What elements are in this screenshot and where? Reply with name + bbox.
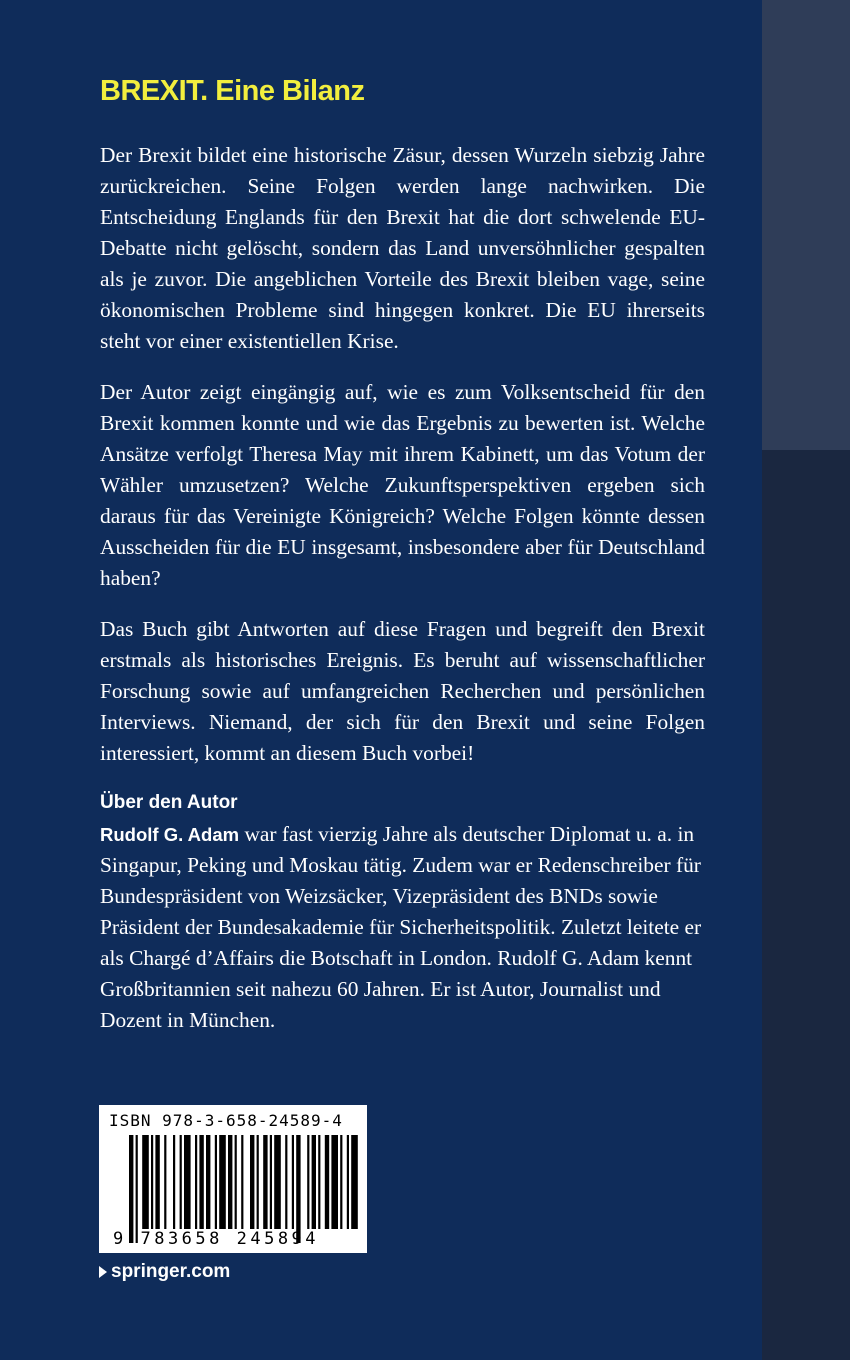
barcode-bar [307, 1135, 309, 1229]
barcode-bar [331, 1135, 338, 1229]
barcode-bar [351, 1135, 358, 1229]
publisher-link-text: springer.com [111, 1261, 231, 1282]
barcode-digits: 9 783658 245894 [113, 1229, 320, 1249]
barcode-bar [155, 1135, 159, 1229]
barcode-bar [164, 1135, 166, 1229]
barcode-bar [292, 1135, 294, 1229]
barcode-bar [347, 1135, 349, 1229]
barcode-bar [228, 1135, 232, 1229]
barcode-bar [173, 1135, 175, 1229]
isbn-barcode [99, 1105, 367, 1253]
barcode-bar [129, 1135, 133, 1243]
barcode-bar [180, 1135, 182, 1229]
barcode-bar [312, 1135, 316, 1229]
barcode-bar [318, 1135, 320, 1229]
barcode-bar [151, 1135, 153, 1229]
barcode-bar [274, 1135, 281, 1229]
barcode-bar [340, 1135, 342, 1229]
barcode-bar [199, 1135, 203, 1229]
barcode-bar [195, 1135, 197, 1229]
barcode-bar [250, 1135, 254, 1229]
barcode-bar [215, 1135, 217, 1229]
barcode-bar [263, 1135, 267, 1229]
isbn-label: ISBN 978-3-658-24589-4 [109, 1111, 343, 1130]
author-bio-text: war fast vierzig Jahre als deutscher Diplomat u. a. in Singapur, Peking und Moskau tätig. Zudem war er Redenschreiber für Bundespräsident von Weizsäcker, Vizepräsident des BNDs sowie Präsident der Bundesakademie für Sicherheitspolitik. Zuletzt leitete er als Chargé d’Affairs die Botschaft in London. Rudolf G. Adam kennt Großbritannien seit nahezu 60 Jahren. Er ist Autor, Journalist und Dozent in München. [100, 822, 702, 1032]
barcode-bar [270, 1135, 272, 1229]
spine-upper [762, 0, 850, 450]
barcode-bar [184, 1135, 191, 1229]
spine-lower [762, 450, 850, 1360]
barcode-bar [219, 1135, 226, 1229]
publisher-link[interactable] [99, 1261, 230, 1283]
author-bio [100, 819, 705, 1036]
barcode-bar [241, 1135, 243, 1229]
blurb [100, 140, 705, 1056]
barcode-bar [235, 1135, 237, 1229]
barcode-bar [296, 1135, 300, 1243]
blurb-paragraph-2: Der Autor zeigt eingängig auf, wie es zum Volksentscheid für den Brexit kommen konnte und wie das Ergebnis zu bewerten ist. Welche Ansätze verfolgt Theresa May mit ihrem Kabinett, um das Votum der Wähler umzusetzen? Welche Zukunftsperspektiven ergeben sich daraus für das Vereinigte Königreich? Welche Folgen könnte dessen Ausscheiden für die EU insgesamt, insbesondere aber für Deutschland haben? [100, 380, 705, 590]
barcode-bar [142, 1135, 149, 1229]
barcode-bar [136, 1135, 138, 1243]
book-title: BREXIT. Eine Bilanz [100, 75, 365, 107]
barcode-bar [257, 1135, 259, 1229]
blurb-paragraph-1: Der Brexit bildet eine historische Zäsur, dessen Wurzeln siebzig Jahre zurückreichen. Seine Folgen werden lange nachwirken. Die Entscheidung Englands für den Brexit hat die dort schwelende EU-Debatte nicht gelöscht, sondern das Land unversöhnlicher gespalten als je zuvor. Die angeblichen Vorteile des Brexit bleiben vage, seine ökonomischen Probleme sind hingegen konkret. Die EU ihrerseits steht vor einer existentiellen Krise. [100, 143, 705, 353]
barcode-bar [206, 1135, 210, 1229]
author-name: Rudolf G. Adam [100, 824, 240, 845]
blurb-paragraph-3: Das Buch gibt Antworten auf diese Fragen und begreift den Brexit erstmals als historisches Ereignis. Es beruht auf wissenschaftlicher Forschung sowie auf umfangreichen Recherchen und persönlichen Interviews. Niemand, der sich für den Brexit und seine Folgen interessiert, kommt an diesem Buch vorbei! [100, 617, 705, 765]
author-heading: Über den Autor [100, 792, 238, 813]
arrow-right-icon [99, 1266, 107, 1278]
barcode-bar [285, 1135, 287, 1229]
barcode-bar [325, 1135, 329, 1229]
